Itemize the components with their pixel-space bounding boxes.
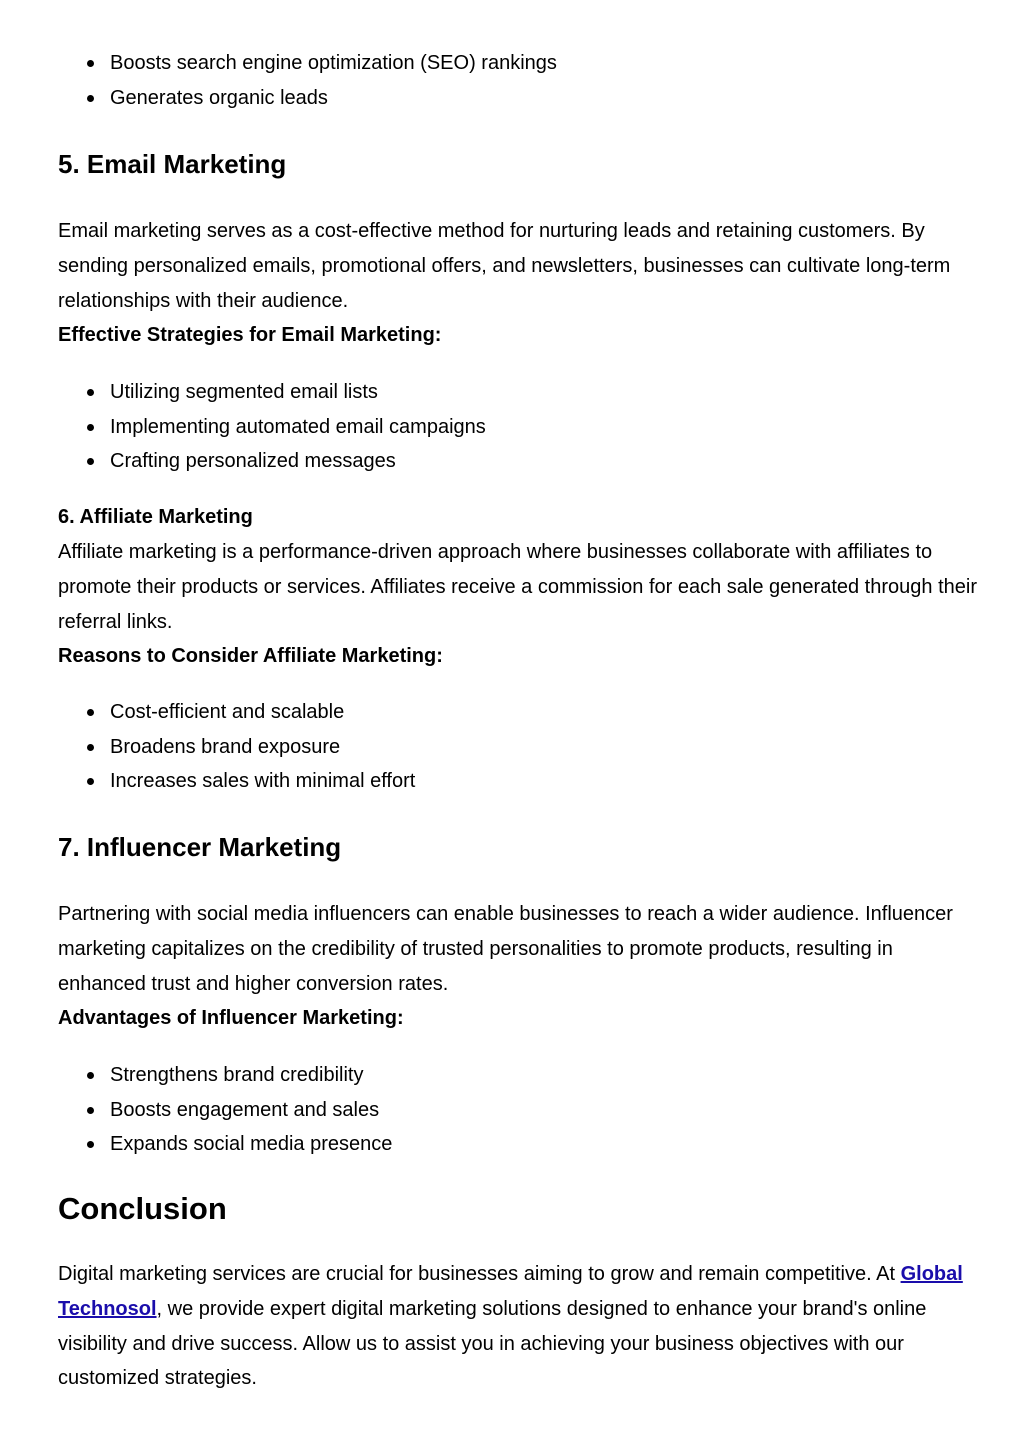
list-item [58, 410, 978, 445]
conclusion-paragraph [58, 1257, 978, 1396]
bullet-icon [87, 744, 94, 751]
list-item-text: Generates organic leads [110, 86, 328, 109]
bullet-icon [87, 778, 94, 785]
bullet-icon [87, 389, 94, 396]
intro-benefits-list [58, 46, 978, 115]
affiliate-marketing-heading: 6. Affiliate Marketing [58, 506, 253, 528]
bullet-icon [87, 95, 94, 102]
bullet-icon [87, 458, 94, 465]
list-item-text: Boosts search engine optimization (SEO) rankings [110, 52, 557, 74]
list-item [58, 444, 978, 479]
affiliate-marketing-paragraph: Affiliate marketing is a performance-driven approach where businesses collaborate with affiliates to promote their products or services. Affiliates receive a commission for each sale generated through their referral links. [58, 541, 977, 633]
list-item [58, 1058, 978, 1093]
conclusion-heading: Conclusion [58, 1191, 227, 1226]
bullet-icon [87, 1072, 94, 1079]
bullet-icon [87, 1107, 94, 1114]
list-item [58, 1127, 978, 1162]
list-item [58, 46, 978, 81]
list-item-text: Increases sales with minimal effort [110, 770, 416, 793]
list-item-text: Utilizing segmented email lists [110, 381, 378, 403]
conclusion-text-start: Digital marketing services are crucial for businesses aiming to grow and remain competitive. At [58, 1263, 901, 1285]
conclusion-text-end: , we provide expert digital marketing solutions designed to enhance your brand's online visibility and drive success. Allow us to assist you in achieving your business objectives with our customized strategies. [58, 1297, 927, 1390]
email-marketing-paragraph: Email marketing serves as a cost-effective method for nurturing leads and retaining customers. By sending personalized emails, promotional offers, and newsletters, businesses can cultivate long-term relationships with their audience. [58, 220, 951, 312]
list-item-text: Cost-efficient and scalable [110, 701, 345, 723]
list-item [58, 81, 978, 116]
list-item-text: Strengthens brand credibility [110, 1064, 364, 1086]
list-item-text: Crafting personalized messages [110, 450, 396, 473]
affiliate-reasons-subheading: Reasons to Consider Affiliate Marketing: [58, 645, 443, 667]
list-item-text: Implementing automated email campaigns [110, 415, 486, 438]
email-strategies-list [58, 375, 978, 479]
global-technosol-link[interactable]: Global Technosol [58, 1263, 963, 1320]
bullet-icon [87, 60, 94, 67]
influencer-advantages-subheading: Advantages of Influencer Marketing: [58, 1007, 404, 1029]
list-item-text: Broadens brand exposure [110, 735, 341, 758]
bullet-icon [87, 709, 94, 716]
influencer-marketing-paragraph: Partnering with social media influencers can enable businesses to reach a wider audience. Influencer marketing capitalizes on the credibility of trusted personalities to promote products, resulting in enhanced trust and higher conversion rates. [58, 903, 953, 995]
list-item [58, 1093, 978, 1128]
bullet-icon [87, 1141, 94, 1148]
bullet-icon [87, 424, 94, 431]
list-item [58, 375, 978, 410]
list-item-text: Boosts engagement and sales [110, 1098, 380, 1121]
list-item [58, 764, 978, 799]
list-item-text: Expands social media presence [110, 1133, 393, 1156]
email-marketing-heading: 5. Email Marketing [58, 149, 287, 179]
influencer-marketing-heading: 7. Influencer Marketing [58, 832, 342, 862]
affiliate-reasons-list [58, 695, 978, 799]
influencer-advantages-list [58, 1058, 978, 1162]
list-item [58, 730, 978, 765]
list-item [58, 695, 978, 730]
email-strategies-subheading: Effective Strategies for Email Marketing: [58, 324, 442, 346]
